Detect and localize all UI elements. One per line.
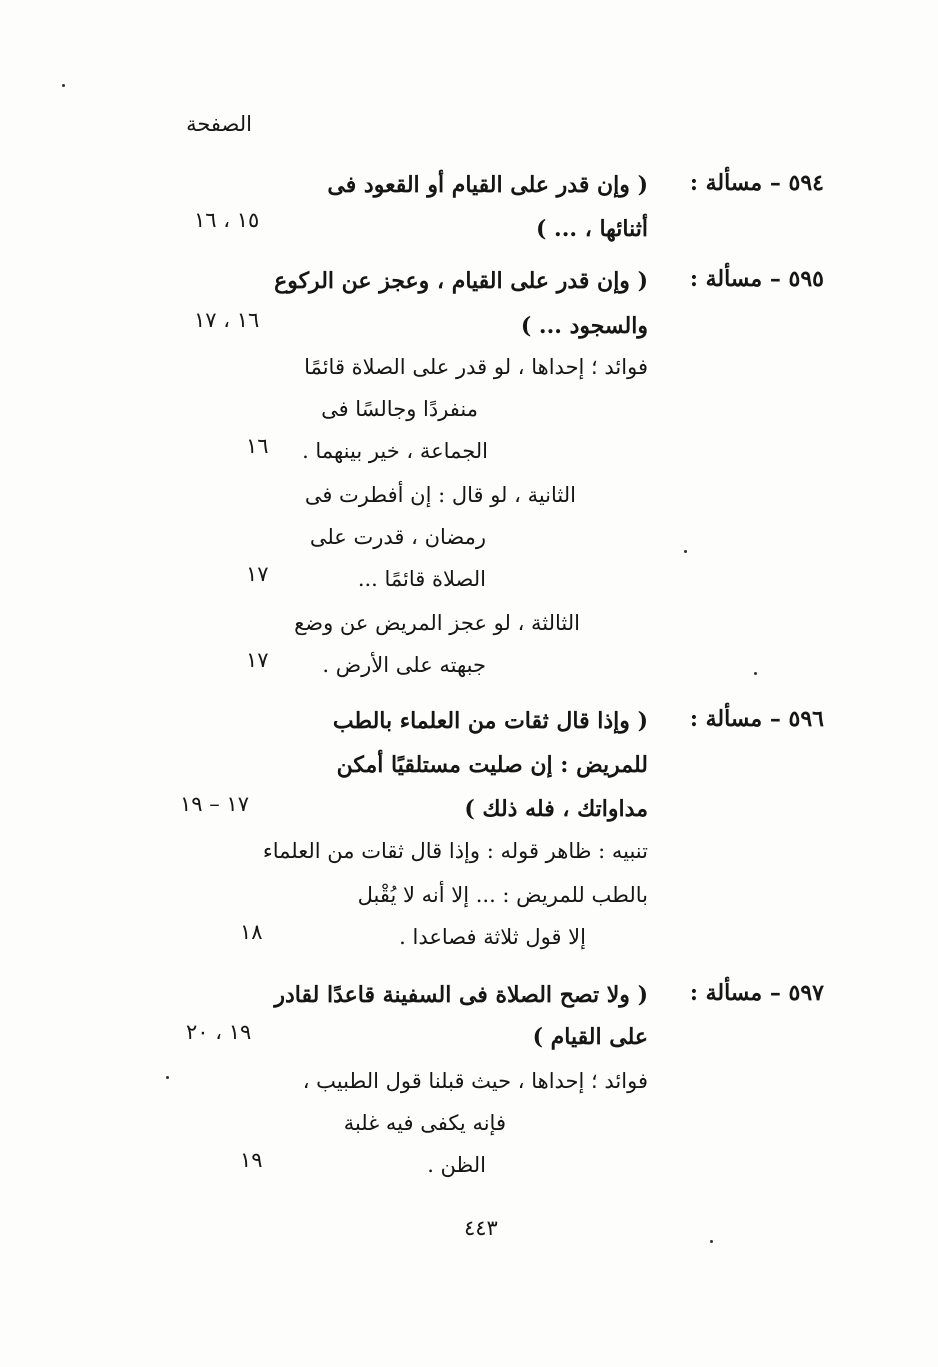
page-reference: ١٦ xyxy=(246,434,269,458)
entry-text-line: على القيام ) xyxy=(532,1024,648,1050)
scan-speck xyxy=(710,1240,713,1243)
page-reference: ١٦ ، ١٧ xyxy=(194,308,260,332)
note-line: فوائد ؛ إحداها ، حيث قبلنا قول الطبيب ، xyxy=(302,1069,648,1093)
page-reference: ١٧ – ١٩ xyxy=(180,792,249,816)
note-line: منفردًا وجالسًا فى xyxy=(321,397,478,421)
note-line: الظن . xyxy=(427,1153,486,1177)
page-number: ٤٤٣ xyxy=(464,1216,498,1240)
note-line: الجماعة ، خير بينهما . xyxy=(302,439,488,463)
page-reference: ١٥ ، ١٦ xyxy=(194,208,260,232)
entry-text-line: والسجود ... ) xyxy=(520,313,648,339)
note-line: الثانية ، لو قال : إن أفطرت فى xyxy=(304,483,576,507)
scan-speck xyxy=(166,1076,169,1079)
entry-text-line: للمريض : إن صليت مستلقيًا أمكن xyxy=(336,752,648,778)
scan-speck xyxy=(754,672,757,675)
entry-text-line: ( وإن قدر على القيام ، وعجز عن الركوع xyxy=(274,268,648,294)
entry-text-line: ( وإن قدر على القيام أو القعود فى xyxy=(327,172,648,198)
note-line: الصلاة قائمًا ... xyxy=(357,567,486,591)
entry-text-line: ( ولا تصح الصلاة فى السفينة قاعدًا لقادر xyxy=(274,982,648,1008)
entry-text-line: أثنائها ، ... ) xyxy=(535,216,648,242)
note-line: رمضان ، قدرت على xyxy=(309,525,486,549)
scan-speck xyxy=(684,550,687,553)
page-reference: ١٩ xyxy=(240,1148,263,1172)
page-column-header: الصفحة xyxy=(186,112,252,136)
note-line: الثالثة ، لو عجز المريض عن وضع xyxy=(294,611,580,635)
note-line: تنبيه : ظاهر قوله : وإذا قال ثقات من العلماء xyxy=(262,839,648,863)
entry-label-596: ٥٩٦ – مسألة : xyxy=(689,706,824,732)
page-reference: ١٩ ، ٢٠ xyxy=(186,1020,252,1044)
entry-label-595: ٥٩٥ – مسألة : xyxy=(689,266,824,292)
page-reference: ١٧ xyxy=(246,648,269,672)
entry-label-597: ٥٩٧ – مسألة : xyxy=(689,980,824,1006)
scan-speck xyxy=(62,84,65,87)
note-line: فوائد ؛ إحداها ، لو قدر على الصلاة قائمًا xyxy=(304,355,648,379)
entry-text-line: ( وإذا قال ثقات من العلماء بالطب xyxy=(332,708,648,734)
page-reference: ١٧ xyxy=(246,562,269,586)
note-line: جبهته على الأرض . xyxy=(322,653,486,677)
note-line: فإنه يكفى فيه غلبة xyxy=(343,1111,506,1135)
entry-label-594: ٥٩٤ – مسألة : xyxy=(689,170,824,196)
note-line: إلا قول ثلاثة فصاعدا . xyxy=(399,925,586,949)
entry-text-line: مداواتك ، فله ذلك ) xyxy=(464,796,648,822)
page-reference: ١٨ xyxy=(240,920,263,944)
note-line: بالطب للمريض : ... إلا أنه لا يُقْبل xyxy=(357,883,648,907)
